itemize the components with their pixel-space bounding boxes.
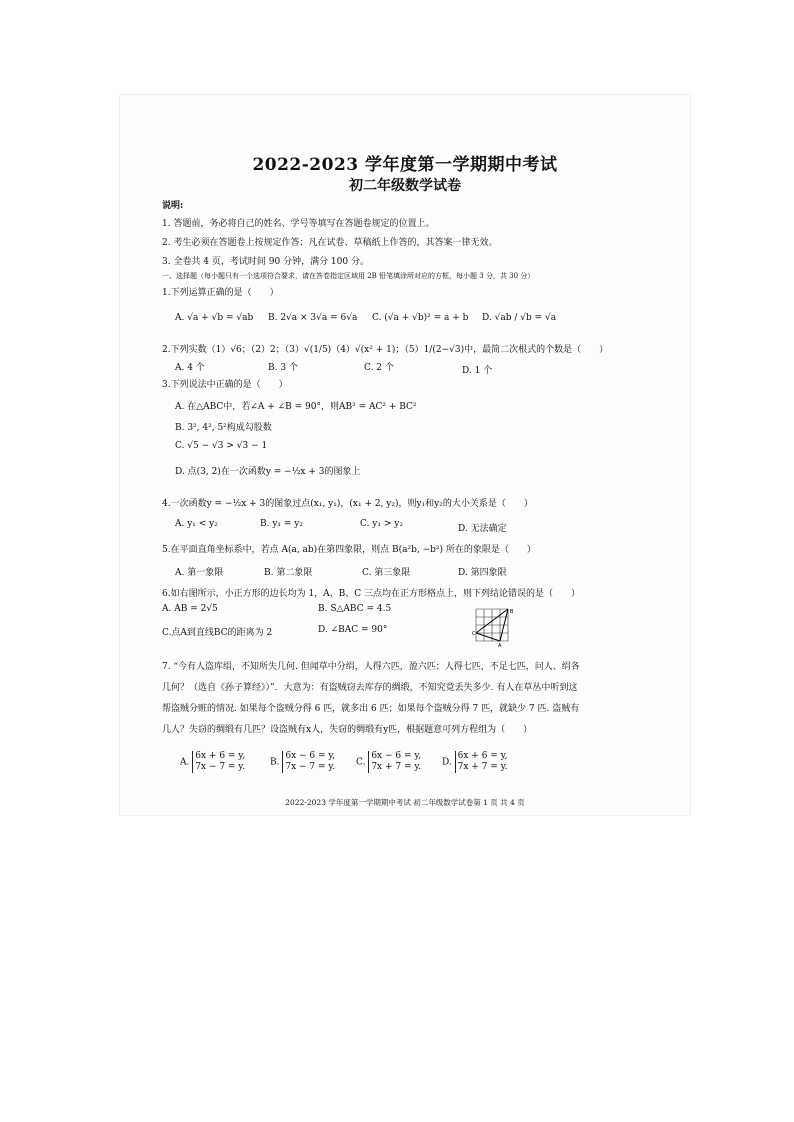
question-3-option-a: A. 在△ABC中，若∠A + ∠B = 90°，则AB² = AC² + BC² bbox=[175, 402, 417, 412]
equation-line: 6x − 6 = y, bbox=[371, 751, 422, 761]
equation-line: 6x + 6 = y, bbox=[195, 751, 246, 761]
question-3-option-b: B. 3², 4², 5²构成勾股数 bbox=[175, 423, 272, 433]
grid-figure bbox=[472, 607, 516, 647]
question-5-option-d: D. 第四象限 bbox=[458, 568, 507, 578]
question-3-option-d: D. 点(3, 2)在一次函数y = −½x + 3的图象上 bbox=[175, 467, 361, 477]
question-1-stem: 1.下列运算正确的是（ ） bbox=[162, 288, 279, 298]
equation-line: 6x + 6 = y, bbox=[457, 751, 508, 761]
section-heading: 一、选择题（每小题只有一个选项符合要求，请在答卷指定区域用 2B 铅笔填涂所对应的方框，每小题 3 分，共 30 分） bbox=[162, 272, 535, 280]
question-3-option-c: C. √5 − √3 > √3 − 1 bbox=[175, 441, 268, 451]
equation-line: 7x − 7 = y. bbox=[285, 762, 336, 772]
question-3-stem: 3.下列说法中正确的是（ ） bbox=[162, 380, 288, 390]
question-7-option-d bbox=[442, 751, 507, 773]
question-6-option-c: C.点A到直线BC的距离为 2 bbox=[162, 628, 273, 638]
equation-line: 7x + 7 = y. bbox=[371, 762, 422, 772]
equation-system bbox=[192, 751, 245, 773]
question-2-option-d: D. 1 个 bbox=[462, 366, 493, 376]
question-7-option-b bbox=[270, 751, 335, 773]
exam-subtitle: 初二年级数学试卷 bbox=[349, 178, 461, 194]
equation-system bbox=[455, 751, 508, 773]
question-1-option-d: D. √ab / √b = √a bbox=[482, 313, 557, 323]
question-1-option-a: A. √a + √b = √ab bbox=[175, 313, 254, 323]
point-label-c: C bbox=[472, 631, 476, 637]
question-2-stem: 2.下列实数（1）√6；（2）2；（3）√(1/5)（4）√(x² + 1)；（5）1/(2−√3)中，最简二次根式的个数是（ ） bbox=[162, 345, 609, 355]
question-6-option-a: A. AB = 2√5 bbox=[162, 604, 218, 614]
question-5-option-c: C. 第三象限 bbox=[362, 568, 411, 578]
equation-system bbox=[368, 751, 421, 773]
question-2-option-b: B. 3 个 bbox=[268, 363, 298, 373]
question-5-option-a: A. 第一象限 bbox=[175, 568, 224, 578]
question-4-option-b: B. y₁ = y₂ bbox=[260, 519, 303, 529]
question-4-option-d: D. 无法确定 bbox=[458, 524, 507, 534]
instruction-item: 2. 考生必须在答题卷上按规定作答；凡在试卷、草稿纸上作答的，其答案一律无效。 bbox=[162, 238, 498, 248]
question-4-option-a: A. y₁ < y₂ bbox=[175, 519, 218, 529]
instructions-heading: 说明: bbox=[162, 201, 184, 211]
question-2-option-c: C. 2 个 bbox=[364, 363, 394, 373]
option-letter: B. bbox=[270, 757, 280, 768]
page-footer: 2022-2023 学年度第一学期期中考试 初二年级数学试卷第 1 页 共 4 页 bbox=[285, 798, 525, 807]
question-7-stem: 7. “今有人盗库绢，不知所失几何. 但闻草中分绢，人得六匹，盈六匹；人得七匹，不足七匹，问人、绢各几何？（选自《孙子算经》）”．大意为：有盗贼窃去库存的绸缎，不知究竟丢失多少. 有人在草丛中听到这帮盗贼分赃的情况. 如果每个盗贼分得 6 匹，就多出 6 匹；如果每个盗贼分得 7 匹，就缺少 7 匹. 盗贼有几人？失窃的绸缎有几匹？设盗贼有x人，失窃的绸缎有y匹，根据题意可列方程组为（ ） bbox=[162, 662, 580, 735]
question-6-stem: 6.如右图所示，小正方形的边长均为 1，A、B、C 三点均在正方形格点上，则下列结论错误的是（ ） bbox=[162, 589, 581, 599]
question-1-option-c: C. (√a + √b)² = a + b bbox=[372, 313, 469, 323]
equation-line: 7x − 7 = y. bbox=[195, 762, 246, 772]
question-6-option-b: B. S△ABC = 4.5 bbox=[318, 604, 392, 614]
question-4-stem: 4.一次函数y = −½x + 3的图象过点(x₁, y₁)，(x₁ + 2, y₂)，则y₁和y₂的大小关系是（ ） bbox=[162, 499, 533, 509]
option-letter: D. bbox=[442, 757, 452, 768]
point-label-b: B bbox=[510, 609, 514, 615]
option-letter: A. bbox=[180, 757, 190, 768]
option-letter: C. bbox=[356, 757, 366, 768]
question-5-option-b: B. 第二象限 bbox=[264, 568, 313, 578]
question-2-option-a: A. 4 个 bbox=[175, 363, 205, 373]
exam-title: 2022-2023 学年度第一学期期中考试 bbox=[252, 155, 558, 175]
question-1-option-b: B. 2√a × 3√a = 6√a bbox=[268, 313, 358, 323]
question-7-option-a bbox=[180, 751, 245, 773]
question-7-option-c bbox=[356, 751, 421, 773]
exam-page bbox=[120, 95, 690, 815]
question-4-option-c: C. y₁ > y₂ bbox=[360, 519, 403, 529]
question-6-figure bbox=[472, 607, 516, 647]
instruction-item: 3. 全卷共 4 页，考试时间 90 分钟，满分 100 分。 bbox=[162, 257, 369, 267]
point-label-a: A bbox=[498, 643, 502, 647]
equation-system bbox=[282, 751, 335, 773]
equation-line: 7x + 7 = y. bbox=[457, 762, 508, 772]
question-5-stem: 5.在平面直角坐标系中，若点 A(a, ab)在第四象限，则点 B(a²b, −b²) 所在的象限是（ ） bbox=[162, 545, 536, 555]
equation-line: 6x − 6 = y, bbox=[285, 751, 336, 761]
instruction-item: 1. 答题前，务必将自己的姓名、学号等填写在答题卷规定的位置上。 bbox=[162, 219, 435, 229]
question-6-option-d: D. ∠BAC = 90° bbox=[318, 625, 388, 635]
